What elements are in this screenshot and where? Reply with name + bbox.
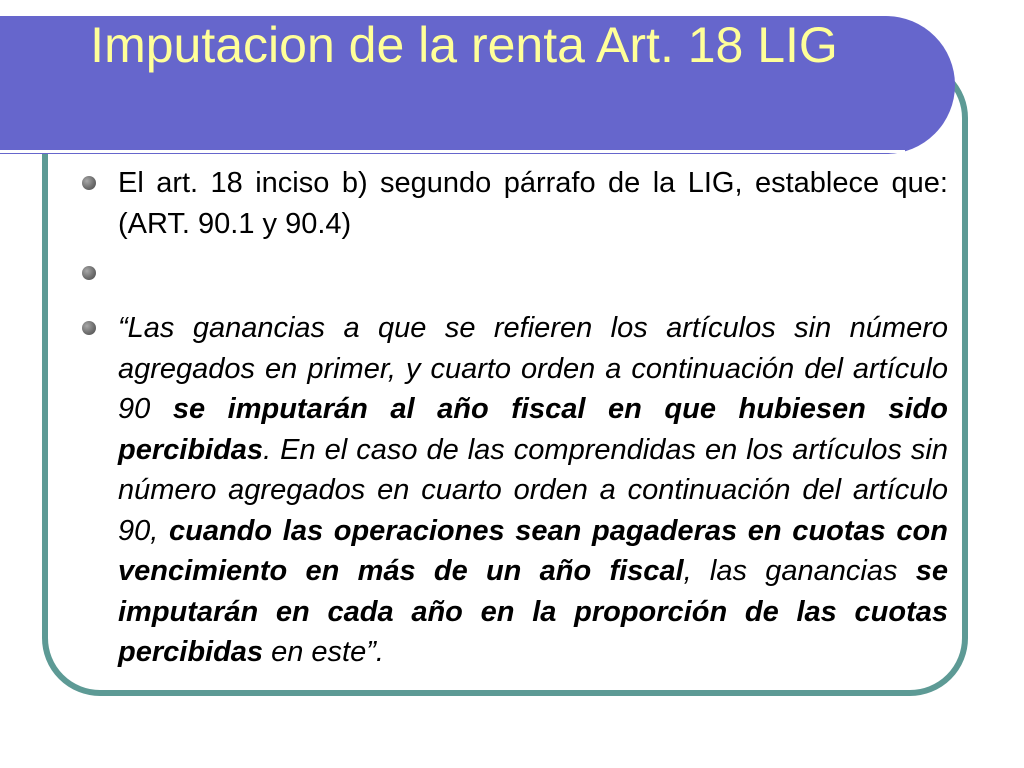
bullet-item-quote — [78, 308, 948, 673]
bullet-text: El art. 18 inciso b) segundo párrafo de la LIG, establece que: (ART. 90.1 y 90.4) — [118, 167, 948, 240]
quote-segment: en este”. — [263, 636, 384, 668]
bullet-list — [78, 163, 948, 673]
title-underline — [0, 150, 905, 153]
bullet-item — [78, 163, 948, 244]
quote-emphasis: cuando las operaciones sean pagaderas en cuotas con vencimiento en más de un año fiscal — [118, 514, 948, 587]
quote-segment: , las ganancias — [683, 555, 916, 587]
bullet-icon — [82, 321, 96, 335]
bullet-icon — [82, 266, 96, 280]
slide-title: Imputacion de la renta Art. 18 LIG — [90, 17, 838, 73]
bullet-item-empty — [78, 253, 948, 293]
bullet-icon — [82, 176, 96, 190]
quote-segment: . En el caso de las comprendidas en los artículos sin número agregados en cuarto orden a continuación del artículo 90, — [118, 433, 948, 547]
quote-emphasis: se imputarán en cada año en la proporción de las cuotas percibidas — [118, 555, 948, 668]
quote-segment: “Las ganancias a que se refieren los artículos sin número agregados en primer, y cuarto orden a continuación del artículo 90 — [118, 312, 948, 425]
quote-emphasis: se imputarán al año fiscal en que hubiesen sido percibidas — [118, 393, 948, 466]
